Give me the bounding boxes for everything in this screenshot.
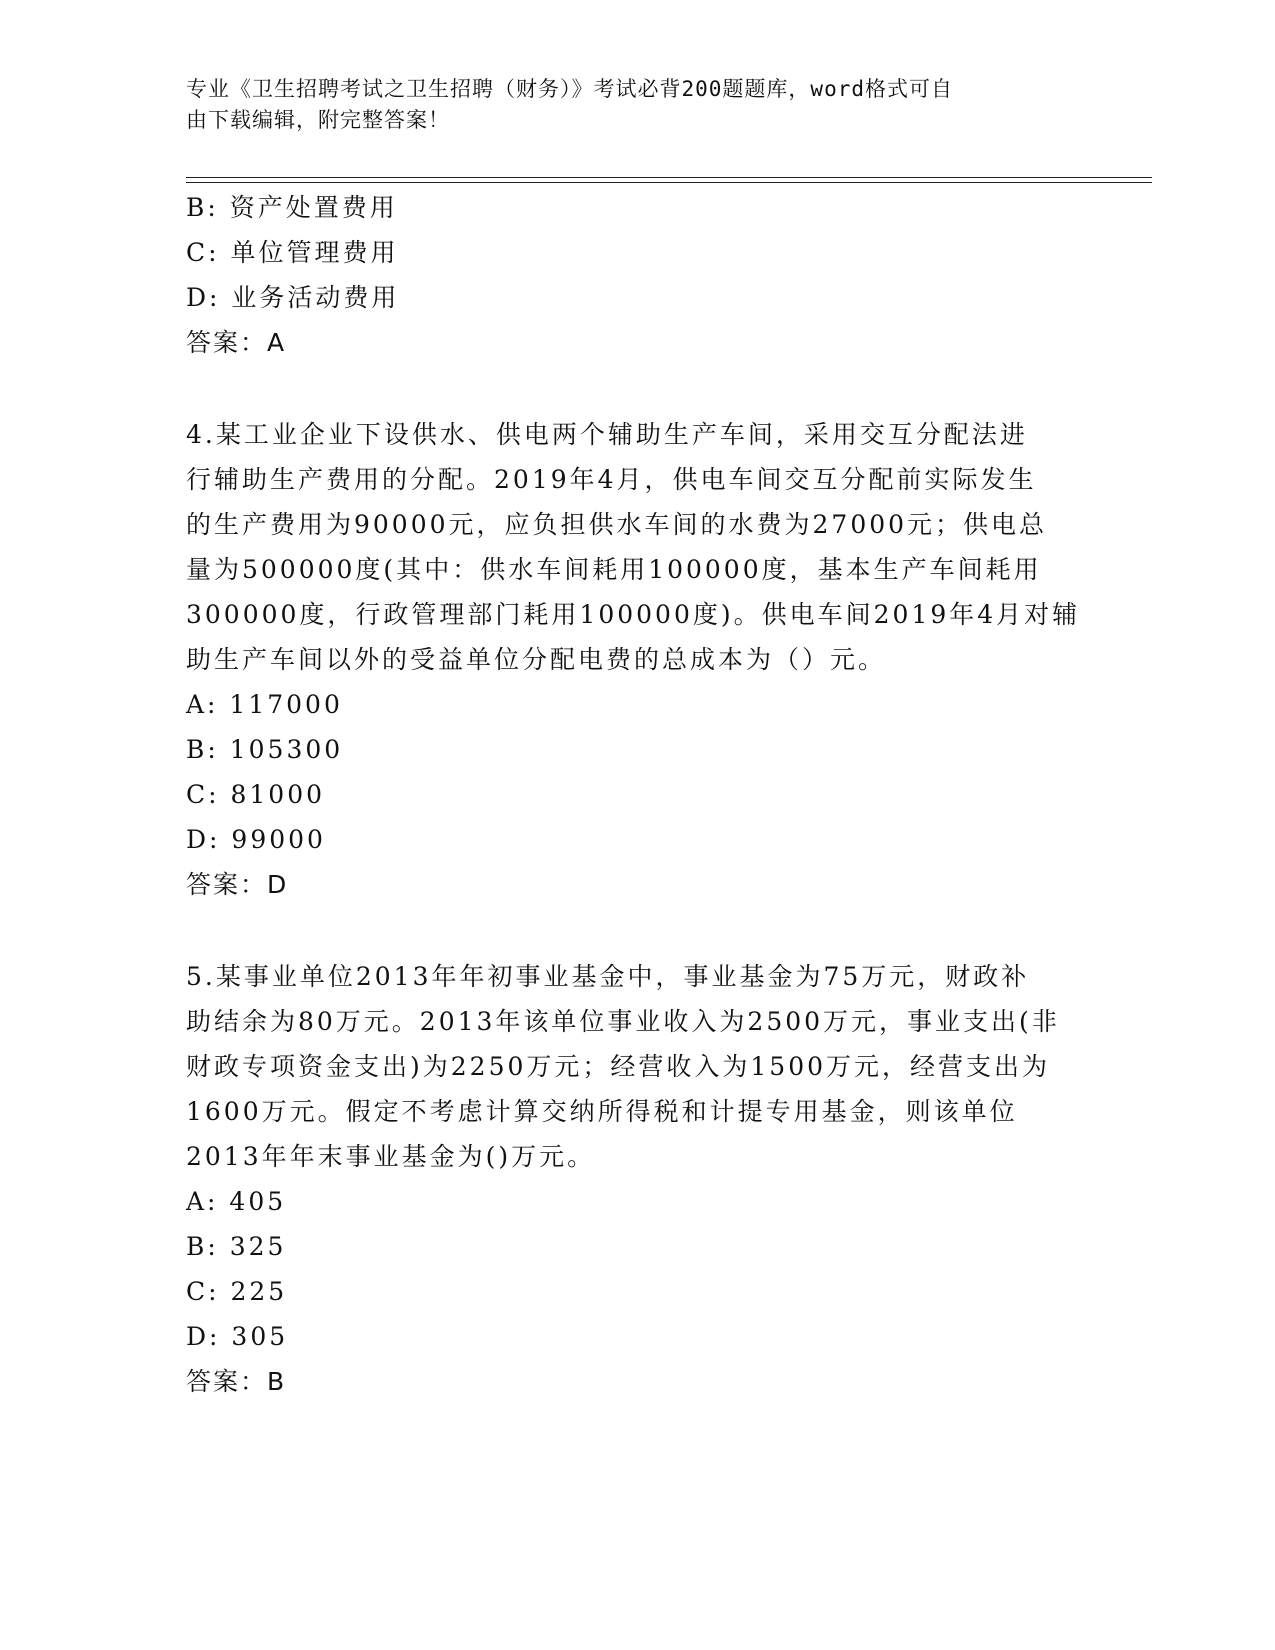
q4-option-b: B: 105300 bbox=[186, 735, 344, 764]
q5-stem-line-3: 财政专项资金支出)为2250万元；经营收入为1500万元，经营支出为 bbox=[186, 1052, 1051, 1081]
q5-option-d: D: 305 bbox=[186, 1322, 289, 1351]
q4-option-d: D: 99000 bbox=[186, 825, 326, 854]
document-header bbox=[186, 74, 1066, 136]
q5-stem-line-5: 2013年年末事业基金为()万元。 bbox=[186, 1142, 596, 1171]
q3-option-c: C: 单位管理费用 bbox=[186, 238, 399, 267]
q5-option-b: B: 325 bbox=[186, 1232, 287, 1261]
q4-stem-line-1: 4.某工业企业下设供水、供电两个辅助生产车间，采用交互分配法进 bbox=[186, 420, 1028, 449]
q4-answer: 答案：D bbox=[186, 870, 289, 899]
q3-option-d: D: 业务活动费用 bbox=[186, 283, 400, 312]
q5-stem-line-1: 5.某事业单位2013年年初事业基金中，事业基金为75万元，财政补 bbox=[186, 962, 1030, 991]
q3-answer: 答案：A bbox=[186, 328, 287, 357]
q3-option-b: B: 资产处置费用 bbox=[186, 193, 398, 222]
q5-option-a: A: 405 bbox=[186, 1187, 287, 1216]
q4-option-a: A: 117000 bbox=[186, 690, 343, 719]
q4-stem-line-6: 助生产车间以外的受益单位分配电费的总成本为（）元。 bbox=[186, 645, 887, 674]
header-line-2: 由下载编辑，附完整答案！ bbox=[186, 108, 450, 132]
q5-option-c: C: 225 bbox=[186, 1277, 288, 1306]
header-divider-top bbox=[186, 177, 1152, 178]
header-divider-bottom bbox=[186, 182, 1152, 183]
q4-stem-line-4: 量为500000度(其中：供水车间耗用100000度，基本生产车间耗用 bbox=[186, 555, 1042, 584]
header-line-1: 专业《卫生招聘考试之卫生招聘（财务）》考试必背200题题库，word格式可自 bbox=[186, 77, 953, 101]
q5-answer: 答案：B bbox=[186, 1367, 287, 1396]
q5-stem-line-4: 1600万元。假定不考虑计算交纳所得税和计提专用基金，则该单位 bbox=[186, 1097, 1018, 1126]
q4-stem-line-5: 300000度，行政管理部门耗用100000度)。供电车间2019年4月对辅 bbox=[186, 600, 1081, 629]
q5-stem-line-2: 助结余为80万元。2013年该单位事业收入为2500万元，事业支出(非 bbox=[186, 1007, 1060, 1036]
q4-option-c: C: 81000 bbox=[186, 780, 326, 809]
q4-stem-line-3: 的生产费用为90000元，应负担供水车间的水费为27000元；供电总 bbox=[186, 510, 1048, 539]
q4-stem-line-2: 行辅助生产费用的分配。2019年4月，供电车间交互分配前实际发生 bbox=[186, 465, 1037, 494]
